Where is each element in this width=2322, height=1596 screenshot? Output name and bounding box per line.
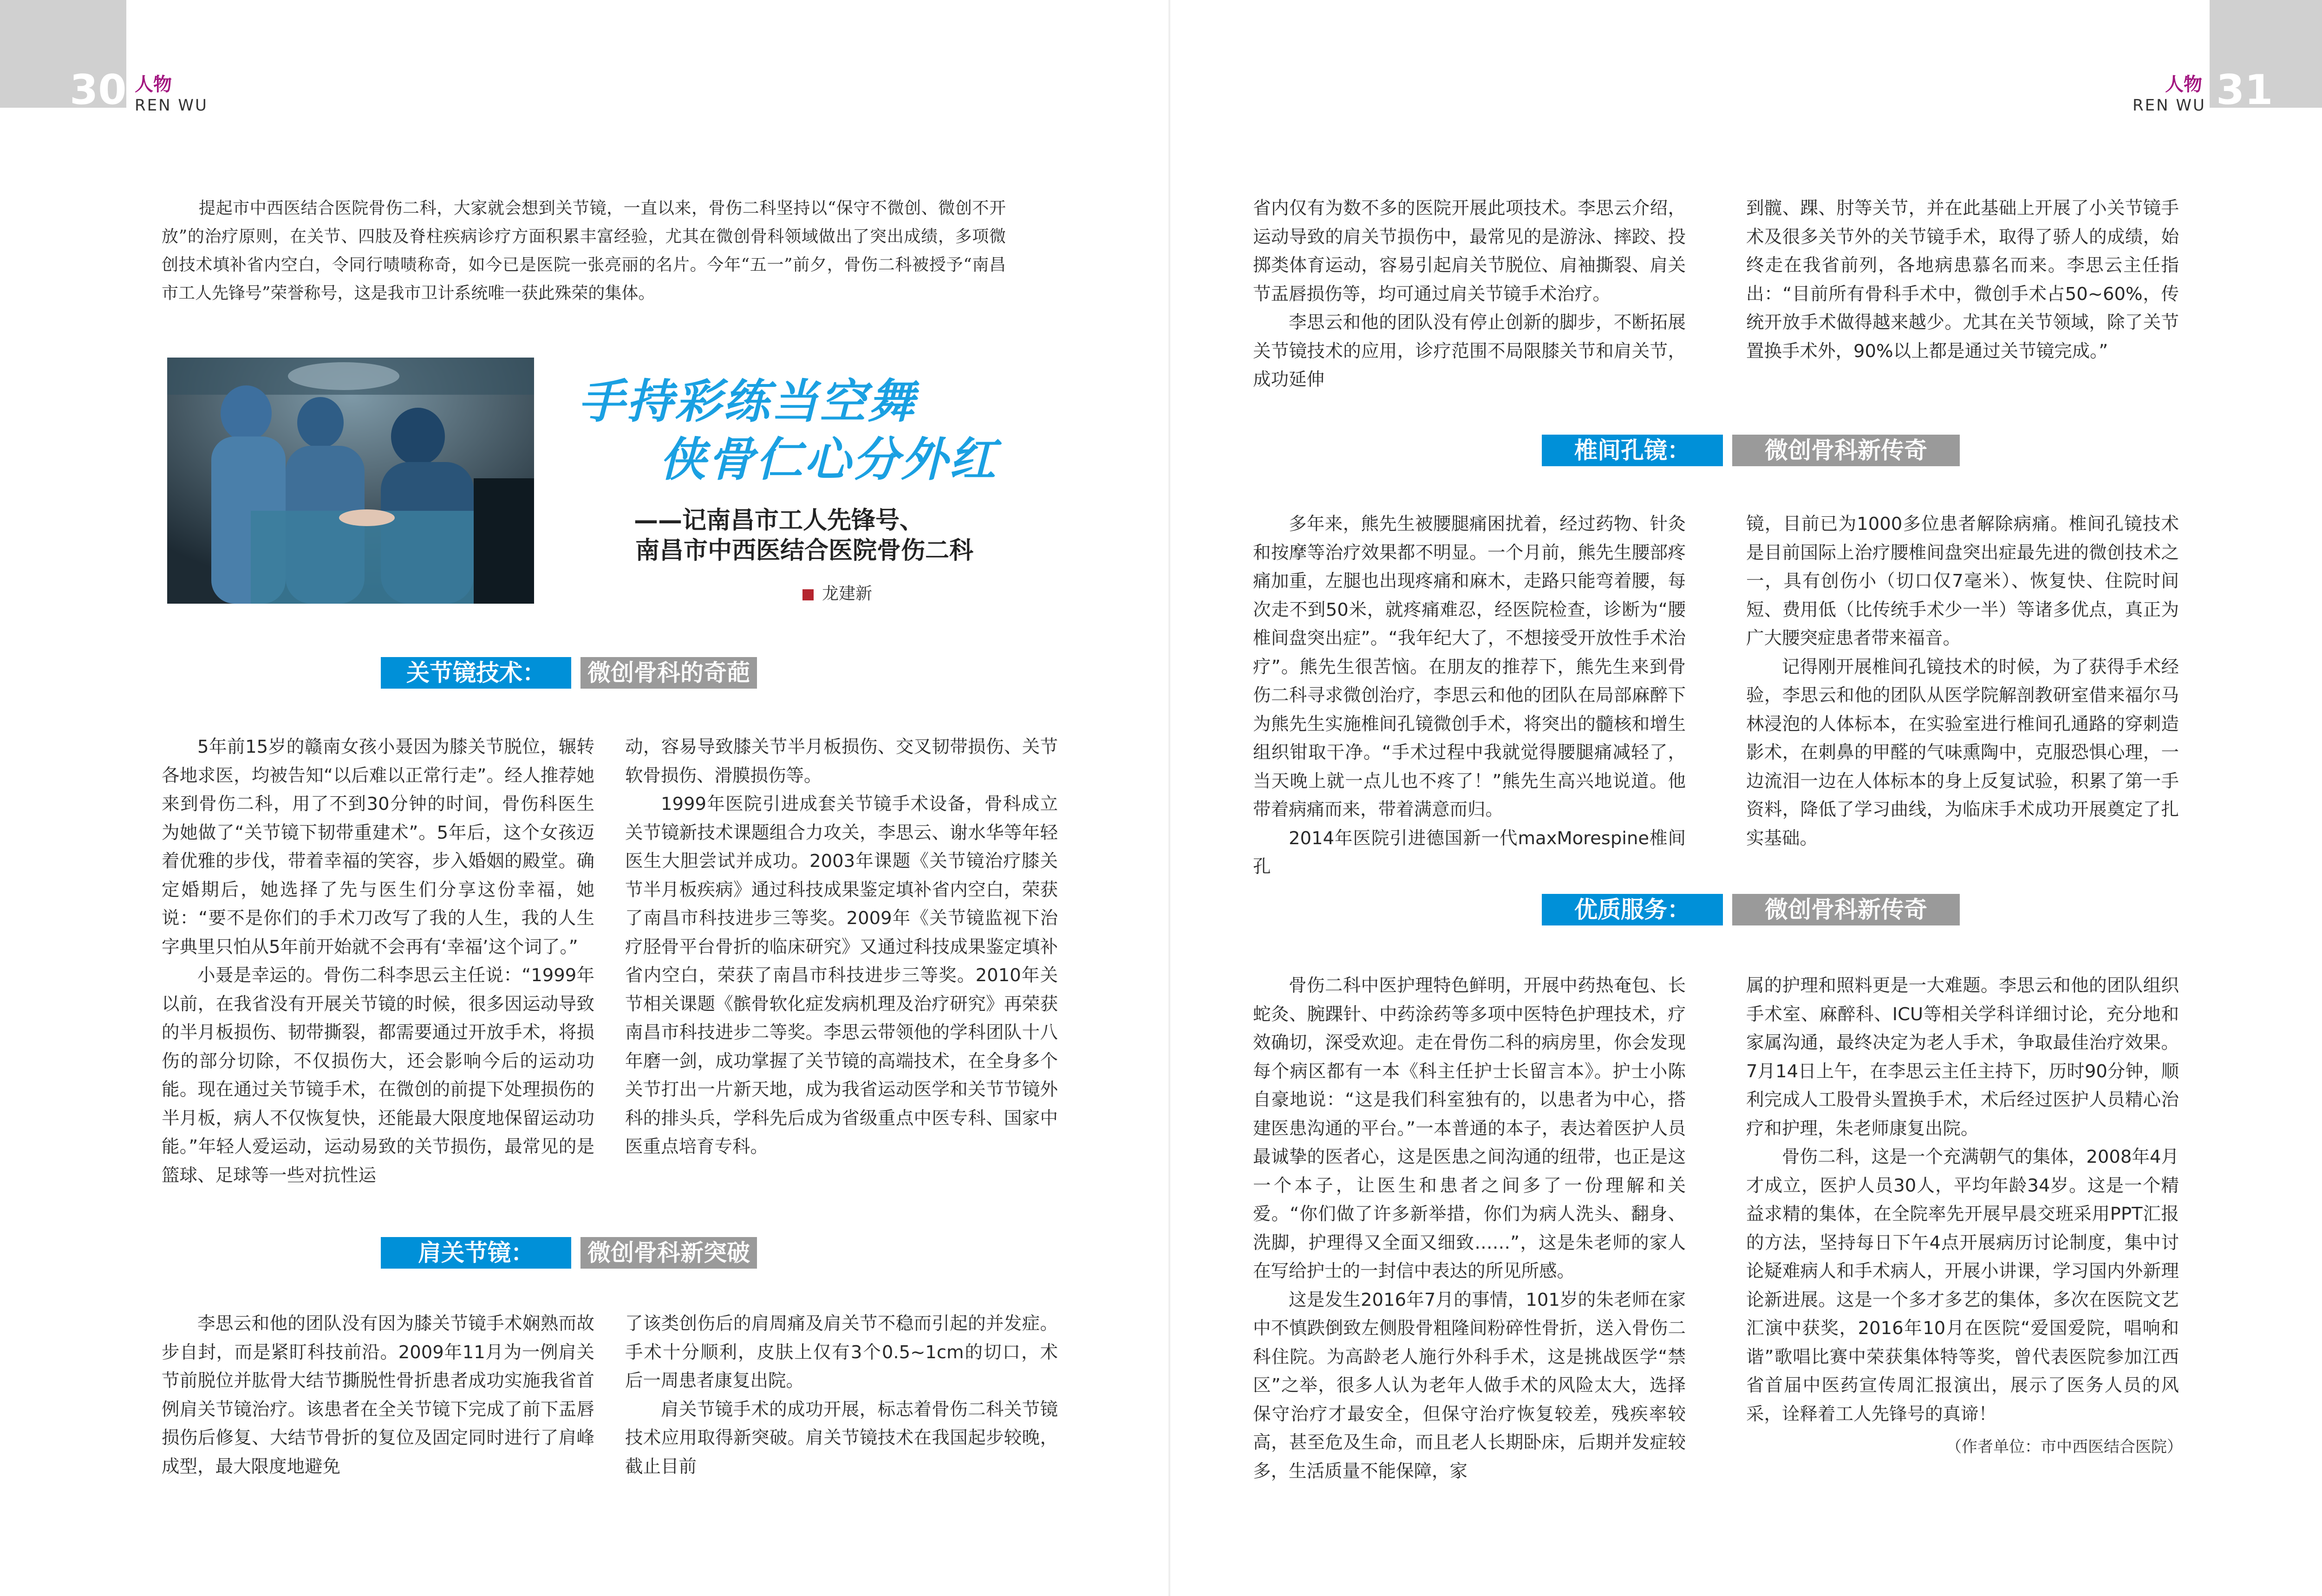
column-4 xyxy=(625,1309,1058,1481)
paragraph: 多年来，熊先生被腰腿痛困扰着，经过药物、针灸和按摩等治疗效果都不明显。一个月前，熊先生腰部疼痛加重，左腿也出现疼痛和麻木，走路只能弯着腰，每次走不到50米，就疼痛难忍，经医院检查，诊断为“腰椎间盘突出症”。“我年纪大了，不想接受开放性手术治疗”。熊先生很苦恼。在朋友的推荐下，熊先生来到骨伤二科寻求微创治疗，李思云和他的团队在局部麻醉下为熊先生实施椎间孔镜微创手术，将突出的髓核和增生组织钳取干净。“手术过程中我就觉得腰腿痛减轻了，当天晚上就一点儿也不疼了！”熊先生高兴地说道。他带着病痛而来，带着满意而归。 xyxy=(1253,514,1686,820)
column-8 xyxy=(1746,510,2179,853)
lead-paragraph xyxy=(162,194,1006,307)
section-heading-2-label: 肩关节镜： xyxy=(381,1237,571,1269)
author-name: 龙建新 xyxy=(822,584,873,603)
section-heading-4-label: 优质服务： xyxy=(1542,894,1723,925)
paragraph: 这是发生2016年7月的事情，101岁的朱老师在家中不慎跌倒致左侧股骨粗隆间粉碎性骨折，送入骨伤二科住院。为高龄老人施行外科手术，这是挑战医学“禁区”之举，很多人认为老年人做手术的风险太大，选择保守治疗才最安全，但保守治疗恢复较差，残疾率较高，甚至危及生命，而且老人长期卧床，后期并发症较多，生活质量不能保障，家 xyxy=(1253,1289,1686,1482)
section-label-cn-left: 人物 xyxy=(135,74,172,95)
section-heading-4 xyxy=(1542,894,1960,925)
paragraph: 骨伤二科中医护理特色鲜明，开展中药热奄包、长蛇灸、腕踝针、中药涂药等多项中医特色护理技术，疗效确切，深受欢迎。走在骨伤二科的病房里，你会发现每个病区都有一本《科主任护士长留言本》。护士小陈自豪地说：“这是我们科室独有的，以患者为中心，搭建医患沟通的平台。”一本普通的本子，表达着医护人员最诚挚的医者心，这是医患之间沟通的纽带，也正是这一个本子，让医生和患者之间多了一份理解和关爱。“你们做了许多新举措，你们为病人洗头、翻身、洗脚，护理得又全面又细致……”，这是朱老师的家人在写给护士的一封信中表达的所见所感。 xyxy=(1253,975,1686,1282)
column-6 xyxy=(1746,194,2179,365)
column-7 xyxy=(1253,510,1686,881)
section-label-en-left: REN WU xyxy=(135,96,208,115)
paragraph: 李思云和他的团队没有停止创新的脚步，不断拓展关节镜技术的应用，诊疗范围不局限膝关节和肩关节，成功延伸 xyxy=(1253,312,1686,390)
section-heading-2-title: 微创骨科新突破 xyxy=(580,1237,757,1269)
section-heading-3-label: 椎间孔镜： xyxy=(1542,435,1723,466)
column-3 xyxy=(162,1309,594,1481)
section-heading-4-title: 微创骨科新传奇 xyxy=(1732,894,1960,925)
column-9 xyxy=(1253,971,1686,1485)
column-5 xyxy=(1253,194,1686,394)
section-heading-3 xyxy=(1542,435,1960,466)
page-number-right: 31 xyxy=(2216,66,2273,114)
page-spine xyxy=(1168,0,1170,1596)
article-subtitle-line1: ——记南昌市工人先锋号、 xyxy=(634,507,924,534)
section-heading-1-label: 关节镜技术： xyxy=(381,657,571,689)
paragraph: 5年前15岁的赣南女孩小聂因为膝关节脱位，辗转各地求医，均被告知“以后难以正常行走”。经人推荐她来到骨伤二科，用了不到30分钟的时间，骨伤科医生为她做了“关节镜下韧带重建术”。5年后，这个女孩迈着优雅的步伐，带着幸福的笑容，步入婚姻的殿堂。确定婚期后，她选择了先与医生们分享这份幸福，她说：“要不是你们的手术刀改写了我的人生，我的人生字典里只怕从5年前开始就不会再有‘幸福’这个词了。” xyxy=(162,736,594,958)
lead-text: 提起市中西医结合医院骨伤二科，大家就会想到关节镜，一直以来，骨伤二科坚持以“保守不微创、微创不开放”的治疗原则，在关节、四肢及脊柱疾病诊疗方面积累丰富经验，尤其在微创骨科领域做出了突出成绩，多项微创技术填补省内空白，令同行啧啧称奇，如今已是医院一张亮丽的名片。今年“五一”前夕，骨伤二科被授予“南昌市工人先锋号”荣誉称号，这是我市卫计系统唯一获此殊荣的集体。 xyxy=(162,199,1006,303)
paragraph: 到髋、踝、肘等关节，并在此基础上开展了小关节镜手术及很多关节外的关节镜手术，取得了骄人的成绩，始终走在我省前列，各地病患慕名而来。李思云主任指出：“目前所有骨科手术中，微创手术占50~60%，传统开放手术做得越来越少。尤其在关节领域，除了关节置换手术外，90%以上都是通过关节镜完成。” xyxy=(1746,198,2179,362)
paragraph: 肩关节镜手术的成功开展，标志着骨伤二科关节镜技术应用取得新突破。肩关节镜技术在我国起步较晚，截止目前 xyxy=(625,1399,1058,1477)
page-number-left: 30 xyxy=(70,66,127,114)
column-10 xyxy=(1746,971,2179,1428)
paragraph: 李思云和他的团队没有因为膝关节镜手术娴熟而故步自封，而是紧盯科技前沿。2009年11月为一例肩关节前脱位并肱骨大结节撕脱性骨折患者成功实施我省首例肩关节镜治疗。该患者在全关节镜下完成了前下盂唇损伤后修复、大结节骨折的复位及固定同时进行了肩峰成型，最大限度地避免 xyxy=(162,1313,594,1477)
paragraph: 骨伤二科，这是一个充满朝气的集体，2008年4月才成立，医护人员30人，平均年龄34岁。这是一个精益求精的集体，在全院率先开展早晨交班采用PPT汇报的方法，坚持每日下午4点开展病历讨论制度，集中讨论疑难病人和手术病人，开展小讲课，学习国内外新理论新进展。这是一个多才多艺的集体，多次在医院文艺汇演中获奖，2016年10月在医院“爱国爱院，唱响和谐”歌唱比赛中荣获集体特等奖，曾代表医院参加江西省首届中医药宣传周汇报演出，展示了医务人员的风采，诠释着工人先锋号的真谛！ xyxy=(1746,1147,2179,1425)
paragraph: 动，容易导致膝关节半月板损伤、交叉韧带损伤、关节软骨损伤、滑膜损伤等。 xyxy=(625,736,1058,786)
paragraph: 省内仅有为数不多的医院开展此项技术。李思云介绍，运动导致的肩关节损伤中，最常见的是游泳、摔跤、投掷类体育运动，容易引起肩关节脱位、肩袖撕裂、肩关节盂唇损伤等，均可通过肩关节镜手术治疗。 xyxy=(1253,198,1686,305)
article-subtitle-line2: 南昌市中西医结合医院骨伤二科 xyxy=(635,537,974,565)
section-label-en-right: REN WU xyxy=(2133,96,2206,115)
column-2 xyxy=(625,733,1058,1161)
author-byline xyxy=(802,580,872,604)
section-heading-3-title: 微创骨科新传奇 xyxy=(1732,435,1960,466)
author-marker-icon xyxy=(802,589,814,600)
paragraph: 了该类创伤后的肩周痛及肩关节不稳而引起的并发症。手术十分顺利，皮肤上仅有3个0.5~1cm的切口，术后一周患者康复出院。 xyxy=(625,1313,1058,1391)
column-1 xyxy=(162,733,594,1190)
paragraph: 1999年医院引进成套关节镜手术设备，骨科成立关节镜新技术课题组合力攻关，李思云、谢水华等年轻医生大胆尝试并成功。2003年课题《关节镜治疗膝关节半月板疾病》通过科技成果鉴定填补省内空白，荣获了南昌市科技进步三等奖。2009年《关节镜监视下治疗胫骨平台骨折的临床研究》又通过科技成果鉴定填补省内空白，荣获了南昌市科技进步三等奖。2010年关节相关课题《髌骨软化症发病机理及治疗研究》再荣获南昌市科技进步二等奖。李思云带领他的学科团队十八年磨一剑，成功掌握了关节镜的高端技术，在全身多个关节打出一片新天地，成为我省运动医学和关节节镜外科的排头兵，学科先后成为省级重点中医专科、国家中医重点培育专科。 xyxy=(625,794,1058,1157)
paragraph: 2014年医院引进德国新一代maxMorespine椎间孔 xyxy=(1253,827,1686,877)
surgery-photo-icon xyxy=(167,358,534,604)
section-label-cn-right: 人物 xyxy=(2165,74,2202,95)
author-affiliation: （作者单位：市中西医结合医院） xyxy=(1946,1438,2183,1456)
paragraph: 记得刚开展椎间孔镜技术的时候，为了获得手术经验，李思云和他的团队从医学院解剖教研室借来福尔马林浸泡的人体标本，在实验室进行椎间孔通路的穿刺造影术，在刺鼻的甲醛的气味熏陶中，克服恐惧心理，一边流泪一边在人体标本的身上反复试验，积累了第一手资料，降低了学习曲线，为临床手术成功开展奠定了扎实基础。 xyxy=(1746,656,2179,849)
section-heading-1-title: 微创骨科的奇葩 xyxy=(580,657,757,689)
article-title-line2: 侠骨仁心分外红 xyxy=(659,432,998,487)
paragraph: 属的护理和照料更是一大难题。李思云和他的团队组织手术室、麻醉科、ICU等相关学科详细讨论，充分地和家属沟通，最终决定为老人手术，争取最佳治疗效果。7月14日上午，在李思云主任主持下，历时90分钟，顺利完成人工股骨头置换手术，术后经过医护人员精心治疗和护理，朱老师康复出院。 xyxy=(1746,975,2179,1139)
paragraph: 镜，目前已为1000多位患者解除病痛。椎间孔镜技术是目前国际上治疗腰椎间盘突出症最先进的微创技术之一，具有创伤小（切口仅7毫米）、恢复快、住院时间短、费用低（比传统手术少一半）等诸多优点，真正为广大腰突症患者带来福音。 xyxy=(1746,514,2179,649)
paragraph: 小聂是幸运的。骨伤二科李思云主任说：“1999年以前，在我省没有开展关节镜的时候，很多因运动导致的半月板损伤、韧带撕裂，都需要通过开放手术，将损伤的部分切除，不仅损伤大，还会影响今后的运动功能。现在通过关节镜手术，在微创的前提下处理损伤的半月板，病人不仅恢复快，还能最大限度地保留运动功能。”年轻人爱运动，运动易致的关节损伤，最常见的是篮球、足球等一些对抗性运 xyxy=(162,965,594,1186)
section-heading-1 xyxy=(381,657,841,689)
article-title-line1: 手持彩练当空舞 xyxy=(578,374,916,429)
section-heading-2 xyxy=(381,1237,841,1269)
surgery-photo xyxy=(167,358,534,604)
